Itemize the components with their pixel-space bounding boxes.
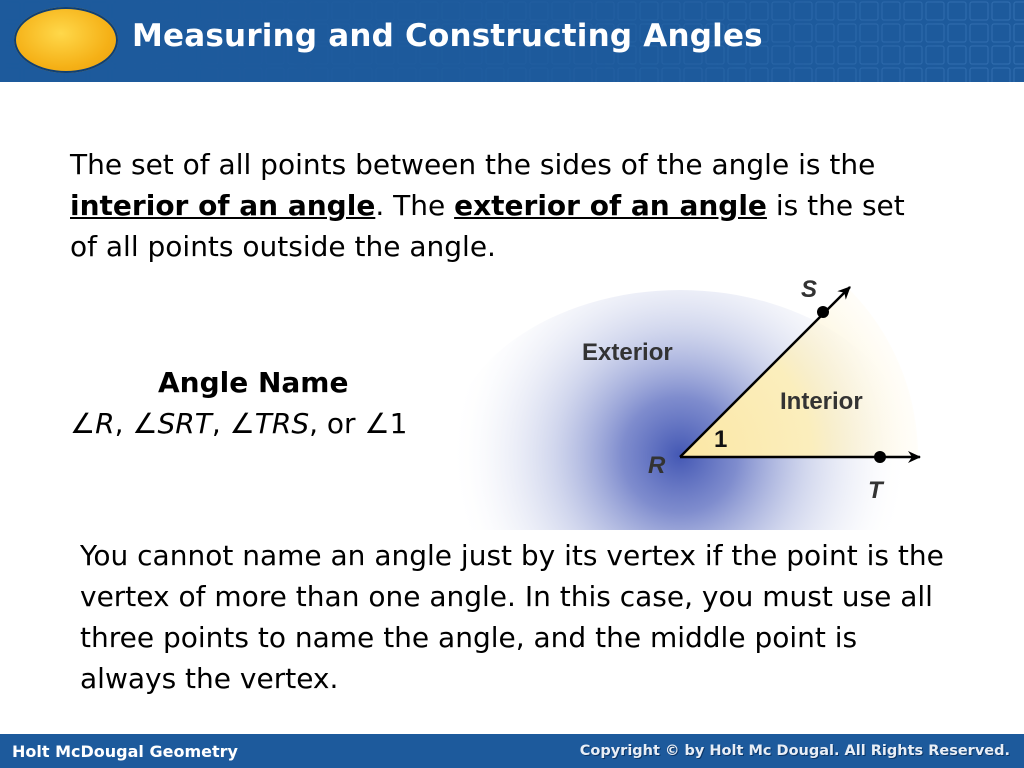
header-oval-logo bbox=[14, 7, 118, 73]
definition-text-2: . The bbox=[375, 189, 455, 222]
label-point-t: T bbox=[868, 477, 883, 504]
footer-banner bbox=[0, 734, 1024, 768]
label-interior: Interior bbox=[780, 388, 863, 415]
footer-course-name: Holt McDougal Geometry bbox=[12, 742, 238, 761]
point-s bbox=[817, 306, 829, 318]
label-angle-1: 1 bbox=[714, 426, 728, 453]
angle-name-1: 1 bbox=[389, 407, 408, 440]
definition-text-1: The set of all points between the sides of the angle is the bbox=[70, 148, 876, 181]
angle-name-list bbox=[70, 407, 407, 440]
term-interior-of-angle: interior of an angle bbox=[70, 189, 376, 222]
point-t bbox=[874, 451, 886, 463]
angle-name-srt: SRT bbox=[157, 407, 212, 440]
separator: , or bbox=[309, 407, 365, 440]
vertex-naming-paragraph: You cannot name an angle just by its vertex if the point is the vertex of more than one angle. In this case, you must use all three points to name the angle, and the middle point is always the vertex. bbox=[80, 539, 944, 695]
angle-diagram bbox=[450, 270, 950, 530]
angle-name-heading: Angle Name bbox=[158, 366, 349, 399]
angle-symbol-icon: ∠ bbox=[229, 407, 255, 440]
definition-paragraph bbox=[70, 144, 920, 267]
header-banner bbox=[0, 0, 1024, 82]
label-point-r: R bbox=[648, 452, 666, 479]
angle-symbol-icon: ∠ bbox=[364, 407, 390, 440]
angle-symbol-icon: ∠ bbox=[132, 407, 158, 440]
term-exterior-of-angle: exterior of an angle bbox=[454, 189, 767, 222]
label-point-s: S bbox=[801, 276, 818, 303]
definition-text-3: is the set of all points outside the angle. bbox=[70, 189, 905, 263]
separator: , bbox=[211, 407, 230, 440]
angle-name-r: R bbox=[95, 407, 115, 440]
footer-copyright: Copyright © by Holt Mc Dougal. All Rights Reserved. bbox=[579, 743, 1010, 759]
angle-name-trs: TRS bbox=[254, 407, 310, 440]
angle-symbol-icon: ∠ bbox=[70, 407, 96, 440]
separator: , bbox=[114, 407, 133, 440]
slide-title: Measuring and Constructing Angles bbox=[132, 18, 763, 54]
label-exterior: Exterior bbox=[582, 339, 673, 366]
